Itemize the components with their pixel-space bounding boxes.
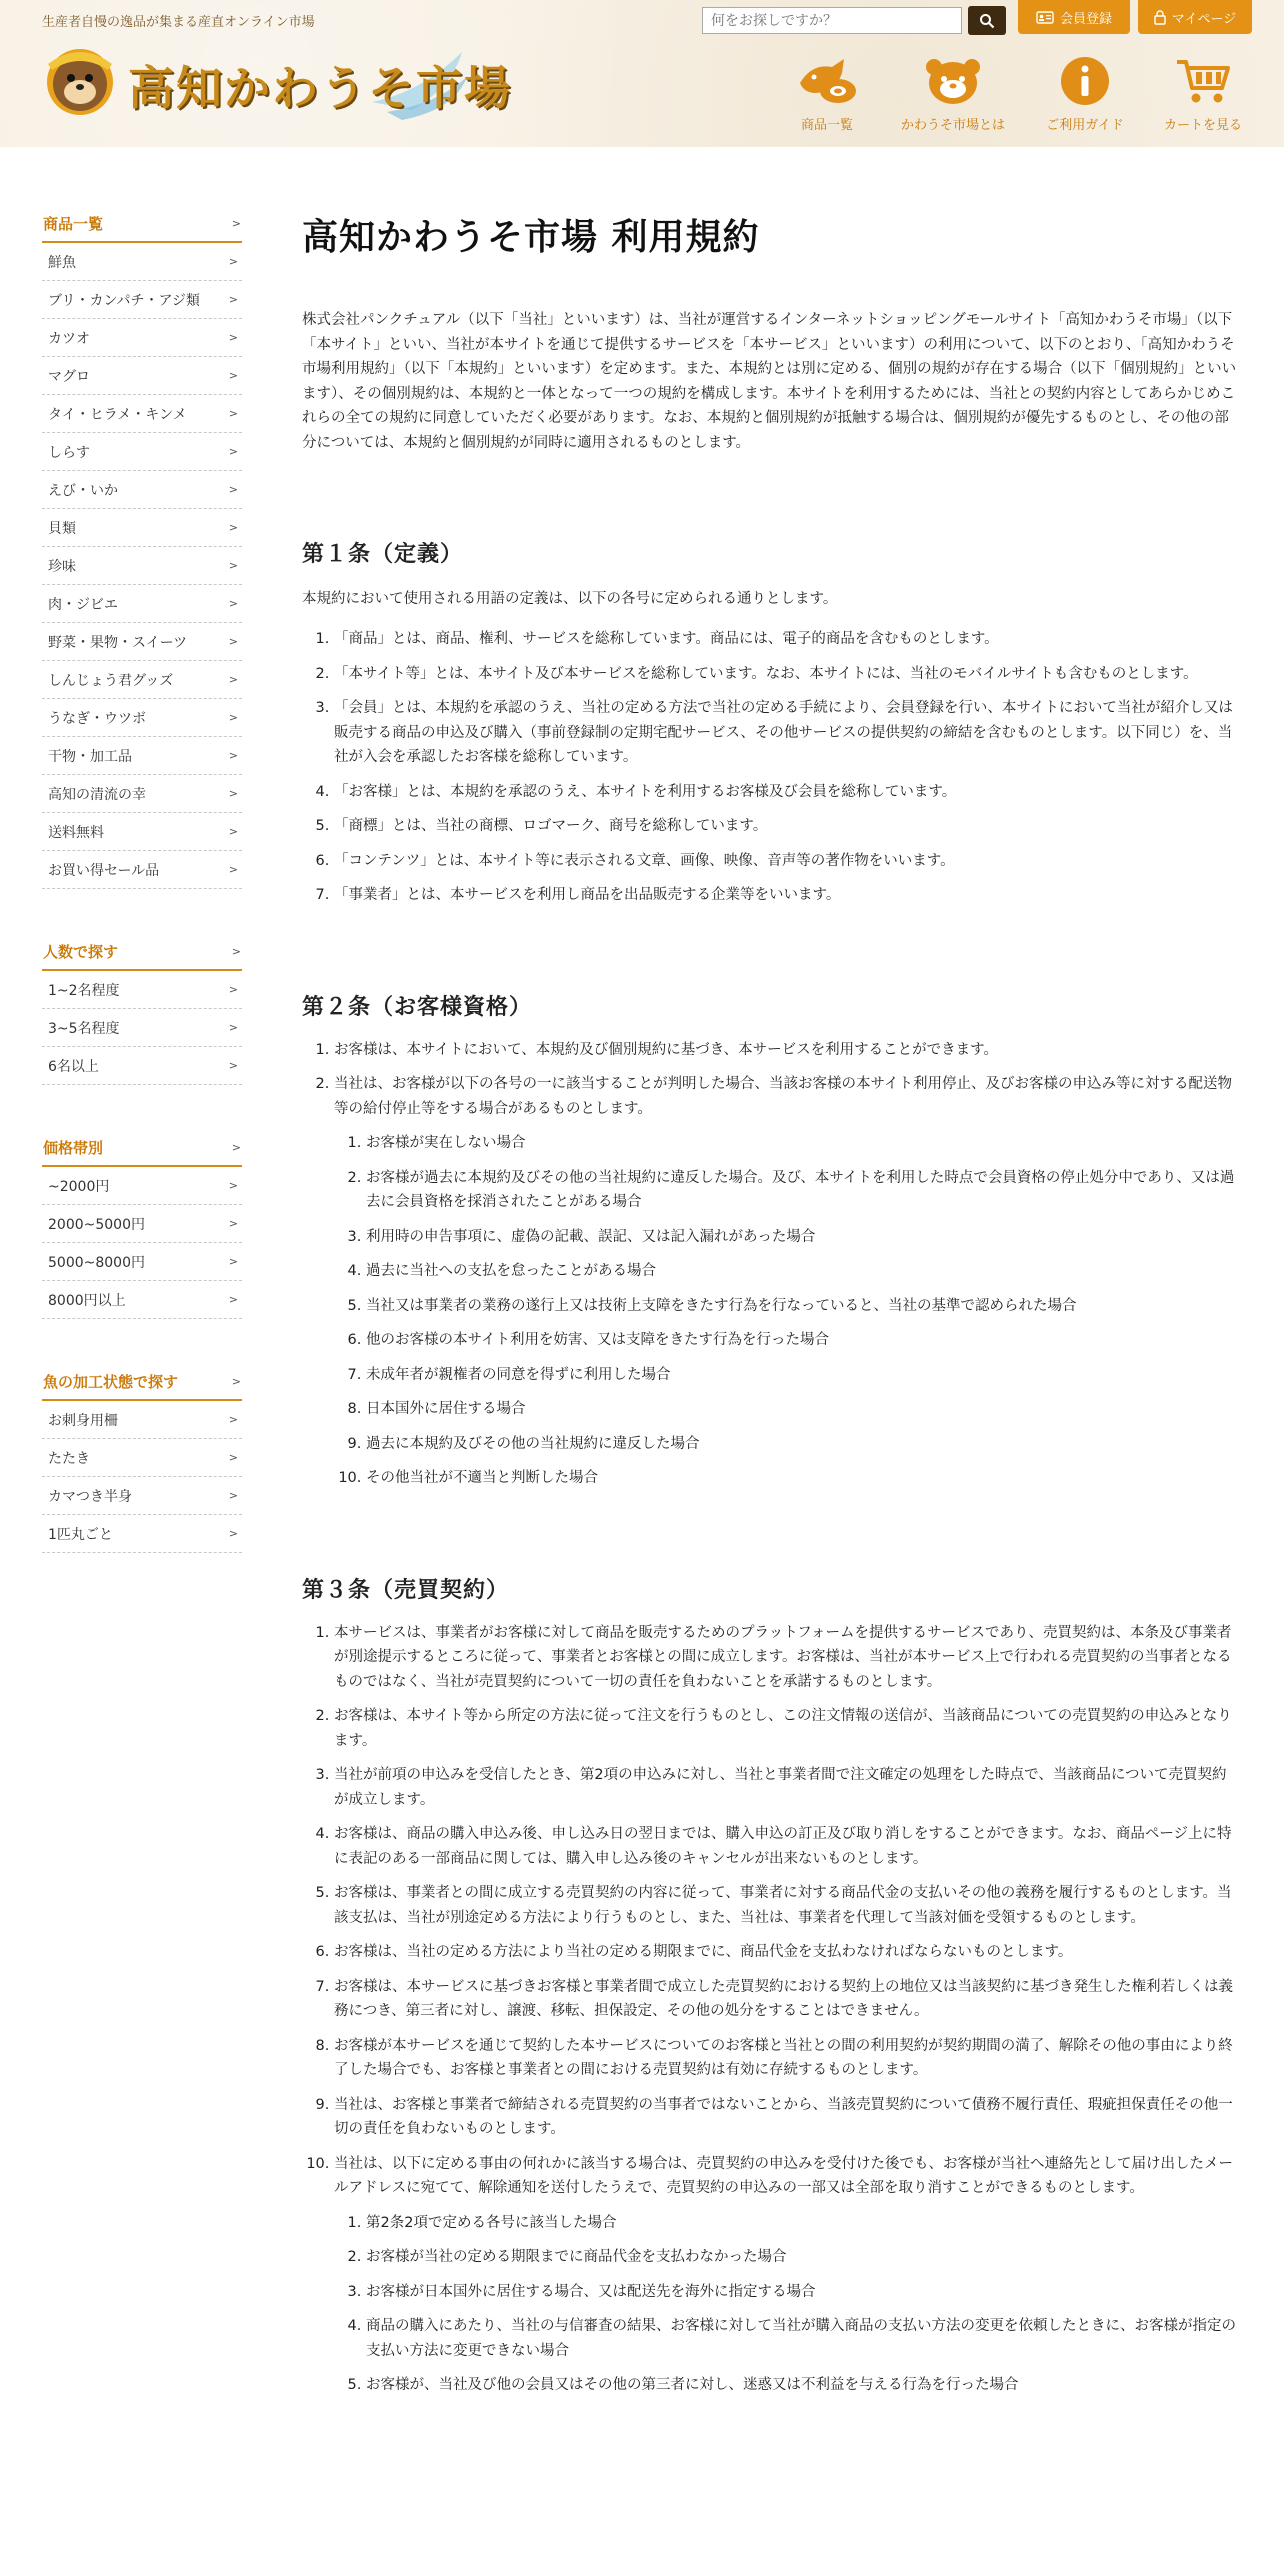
sidebar-item[interactable]: 珍味 > — [42, 547, 242, 585]
list-item: 7. お客様は、本サービスに基づきお客様と事業者間で成立した売買契約における契約上の地位又は当該契約に基づき発生した権利若しくは義務につき、第三者に対し、譲渡、移転、担保設定、その他の処分をすることはできません。 — [334, 1975, 1238, 2024]
sidebar-group-price — [42, 1129, 242, 1319]
sidebar-group-processing — [42, 1363, 242, 1553]
chevron-right-icon: > — [228, 711, 238, 724]
sidebar-item[interactable]: 6名以上 > — [42, 1047, 242, 1085]
list-item: 5. 「商標」とは、当社の商標、ロゴマーク、商号を総称しています。 — [334, 814, 1238, 839]
chevron-right-icon: > — [228, 293, 238, 306]
article-heading: 第１条（定義） — [302, 542, 464, 567]
sidebar-item[interactable]: 野菜・果物・スイーツ > — [42, 623, 242, 661]
sidebar-item[interactable]: お刺身用柵 > — [42, 1401, 242, 1439]
chevron-right-icon: > — [228, 559, 238, 572]
sidebar-item[interactable]: お買い得セール品 > — [42, 851, 242, 889]
list-item: 1. お客様は、本サイトにおいて、本規約及び個別規約に基づき、本サービスを利用することができます。 — [334, 1038, 1238, 1063]
chevron-right-icon: > — [228, 407, 238, 420]
sidebar-group-products — [42, 205, 242, 889]
lock-icon — [1154, 10, 1166, 25]
chevron-right-icon: > — [228, 983, 238, 996]
chevron-right-icon: > — [228, 825, 238, 838]
nav-cart[interactable]: カートを見る — [1148, 52, 1258, 133]
site-logo[interactable] — [42, 32, 512, 124]
sub-list-item: 4. 商品の購入にあたり、当社の与信審査の結果、お客様に対して当社が購入商品の支払い方法の変更を依頼したときに、お客様が指定の支払い方法に変更できない場合 — [366, 2314, 1238, 2363]
site-header — [0, 0, 1284, 147]
sidebar-item[interactable]: 鮮魚 > — [42, 243, 242, 281]
nav-about[interactable]: かわうそ市場とは — [898, 52, 1008, 133]
sidebar-heading[interactable]: 価格帯別 > — [42, 1129, 242, 1167]
sidebar-item[interactable]: マグロ > — [42, 357, 242, 395]
sidebar-item[interactable]: 2000~5000円 > — [42, 1205, 242, 1243]
chevron-right-icon: > — [231, 944, 241, 958]
sub-list-item: 1. 第2条2項で定める各号に該当した場合 — [366, 2211, 1238, 2236]
list-item: 4. お客様は、商品の購入申込み後、申し込み日の翌日までは、購入申込の訂正及び取り消しをすることができます。なお、商品ページ上に特に表記のある一部商品に関しては、購入申し込み後のキャンセルが出来ないものとします。 — [334, 1822, 1238, 1871]
otter-face-icon — [920, 53, 986, 109]
search-box[interactable] — [702, 7, 962, 34]
chevron-right-icon: > — [228, 1021, 238, 1034]
sidebar-item[interactable]: 肉・ジビエ > — [42, 585, 242, 623]
sub-list — [334, 2211, 1238, 2398]
chevron-right-icon: > — [228, 1413, 238, 1426]
chevron-right-icon: > — [228, 255, 238, 268]
sub-list-item: 1. お客様が実在しない場合 — [366, 1131, 1238, 1156]
sidebar-item[interactable]: たたき > — [42, 1439, 242, 1477]
sidebar-item[interactable]: しらす > — [42, 433, 242, 471]
chevron-right-icon: > — [228, 1255, 238, 1268]
search-icon — [979, 13, 995, 29]
chevron-right-icon: > — [228, 445, 238, 458]
sub-list-item: 3. 利用時の申告事項に、虚偽の記載、誤記、又は記入漏れがあった場合 — [366, 1225, 1238, 1250]
sidebar-heading[interactable]: 商品一覧 > — [42, 205, 242, 243]
fish-meat-icon — [792, 53, 862, 109]
chevron-right-icon: > — [228, 863, 238, 876]
sidebar-item[interactable]: 貝類 > — [42, 509, 242, 547]
list-item: 10. 当社は、以下に定める事由の何れかに該当する場合は、売買契約の申込みを受付けた後でも、お客様が当社へ連絡先として届け出したメールアドレスに宛てて、解除通知を送付したうえで、売買契約の申込みの一部又は全部を取り消すことができるものとします。 1. 第2条2項で定める各号に該当した場合 2. お客様が当社の定める期限までに商品代金を支払わなかった場合 3. お客様が日本国外に居住する場合、又は配送先を海外に指定する場合 4. 商品の購入にあたり、当社の与信審査の結果、お客様に対して当社が購入商品の支払い方法の変更を依頼したときに、お客様が指定の支払い方法に変更できない場合 5. お客様が、当社及び他の会員又はその他の第三者に対し、迷惑又は不利益を与える行為を行った場合 — [334, 2152, 1238, 2398]
chevron-right-icon: > — [228, 1489, 238, 1502]
chevron-right-icon: > — [228, 1293, 238, 1306]
sub-list — [334, 1131, 1238, 1491]
chevron-right-icon: > — [228, 1179, 238, 1192]
sidebar-item[interactable]: 8000円以上 > — [42, 1281, 242, 1319]
list-item: 3. 「会員」とは、本規約を承認のうえ、当社の定める方法で当社の定める手続により、会員登録を行い、本サイトにおいて当社が紹介し又は販売する商品の申込及び購入（事前登録制の定期宅配サービス、その他サービスの提供契約の締結を含むものとします。以下同じ）を、当社が入会を承認したお客様を総称しています。 — [334, 696, 1238, 770]
sub-list-item: 2. お客様が当社の定める期限までに商品代金を支払わなかった場合 — [366, 2245, 1238, 2270]
chevron-right-icon: > — [231, 1374, 241, 1388]
mypage-button[interactable] — [1138, 0, 1252, 34]
list-item: 1. 「商品」とは、商品、権利、サービスを総称しています。商品には、電子的商品を含むものとします。 — [334, 627, 1238, 652]
cart-icon — [1174, 56, 1232, 106]
register-label: 会員登録 — [1059, 11, 1112, 27]
list-item: 9. 当社は、お客様と事業者で締結される売買契約の当事者ではないことから、当該売買契約について債務不履行責任、瑕疵担保責任その他一切の責任を負わないものとします。 — [334, 2093, 1238, 2142]
nav-guide[interactable]: ご利用ガイド — [1030, 52, 1140, 133]
sidebar-group-people — [42, 933, 242, 1085]
sidebar-item[interactable]: ブリ・カンパチ・アジ類 > — [42, 281, 242, 319]
list-item: 1. 本サービスは、事業者がお客様に対して商品を販売するためのプラットフォームを提供するサービスであり、売買契約は、本条及び事業者が別途提示するところに従って、事業者とお客様との間に成立します。お客様は、当社が本サービス上で行われる売買契約の当事者となるものではなく、当社が売買契約について一切の責任を負わないことを承諾するものとします。 — [334, 1621, 1238, 1695]
chevron-right-icon: > — [228, 1451, 238, 1464]
sidebar-item[interactable]: 3~5名程度 > — [42, 1009, 242, 1047]
sidebar — [42, 205, 242, 1597]
member-card-icon — [1036, 11, 1054, 24]
search-button[interactable] — [968, 6, 1006, 35]
nav-products[interactable]: 商品一覧 — [772, 52, 882, 133]
sidebar-item[interactable]: 高知の清流の幸 > — [42, 775, 242, 813]
mypage-label: マイページ — [1171, 11, 1237, 27]
sub-list-item: 8. 日本国外に居住する場合 — [366, 1397, 1238, 1422]
list-item: 2. お客様は、本サイト等から所定の方法に従って注文を行うものとし、この注文情報の送信が、当該商品についての売買契約の申込みとなります。 — [334, 1704, 1238, 1753]
list-item: 3. 当社が前項の申込みを受信したとき、第2項の申込みに対し、当社と事業者間で注文確定の処理をした時点で、当該商品について売買契約が成立します。 — [334, 1763, 1238, 1812]
site-tagline: 生産者自慢の逸品が集まる産直オンライン市場 — [42, 15, 315, 30]
sidebar-item[interactable]: ~2000円 > — [42, 1167, 242, 1205]
article-heading: 第３条（売買契約） — [302, 1577, 510, 1603]
list-item: 2. 当社は、お客様が以下の各号の一に該当することが判明した場合、当該お客様の本サイト利用停止、及びお客様の申込み等に対する配送物等の給付停止等をする場合があるものとします。 1. お客様が実在しない場合 2. お客様が過去に本規約及びその他の当社規約に違反した場合。及び、本サイトを利用した時点で会員資格の停止処分中であり、又は過去に会員資格を採消されたことがある場合 3. 利用時の申告事項に、虚偽の記載、誤記、又は記入漏れがあった場合 4. 過去に当社への支払を怠ったことがある場合 5. 当社又は事業者の業務の遂行上又は技術上支障をきたす行為を行なっていると、当社の基準で認められた場合 6. 他のお客様の本サイト利用を妨害、又は支障をきたす行為を行った場合 7. 未成年者が親権者の同意を得ずに利用した場合 8. 日本国外に居住する場合 9. 過去に本規約及びその他の当社規約に違反した場合 10. その他当社が不適当と判断した場合 — [334, 1072, 1238, 1491]
sidebar-heading[interactable]: 人数で探す > — [42, 933, 242, 971]
article-lead: 本規約において使用される用語の定義は、以下の各号に定められる通りとします。 — [302, 591, 838, 607]
sidebar-heading[interactable]: 魚の加工状態で探す > — [42, 1363, 242, 1401]
list-item: 7. 「事業者」とは、本サービスを利用し商品を出品販売する企業等をいいます。 — [334, 883, 1238, 908]
list-item: 2. 「本サイト等」とは、本サイト及び本サービスを総称しています。なお、本サイトには、当社のモバイルサイトも含むものとします。 — [334, 662, 1238, 687]
sub-list-item: 3. お客様が日本国外に居住する場合、又は配送先を海外に指定する場合 — [366, 2280, 1238, 2305]
list-item: 5. お客様は、事業者との間に成立する売買契約の内容に従って、事業者に対する商品代金の支払いその他の義務を履行するものとします。当該支払は、当社が別途定める方法により行うものとし、また、当社は、事業者を代理して当該対価を受領するものとします。 — [334, 1881, 1238, 1930]
eligibility-list — [302, 1038, 1238, 1491]
main-content — [302, 205, 1238, 2408]
register-button[interactable] — [1018, 0, 1130, 34]
sidebar-item[interactable]: うなぎ・ウツボ > — [42, 699, 242, 737]
chevron-right-icon: > — [228, 635, 238, 648]
chevron-right-icon: > — [228, 369, 238, 382]
info-icon — [1059, 55, 1111, 107]
article-heading: 第２条（お客様資格） — [302, 994, 533, 1020]
sidebar-item[interactable]: タイ・ヒラメ・キンメ > — [42, 395, 242, 433]
chevron-right-icon: > — [228, 1217, 238, 1230]
search-input[interactable] — [703, 8, 961, 33]
sub-list-item: 7. 未成年者が親権者の同意を得ずに利用した場合 — [366, 1363, 1238, 1388]
page-title: 高知かわうそ市場 利用規約 — [302, 217, 760, 258]
sub-list-item: 5. お客様が、当社及び他の会員又はその他の第三者に対し、迷惑又は不利益を与える行為を行った場合 — [366, 2373, 1238, 2398]
sidebar-item[interactable]: しんじょう君グッズ > — [42, 661, 242, 699]
sidebar-item[interactable]: えび・いか > — [42, 471, 242, 509]
chevron-right-icon: > — [228, 521, 238, 534]
list-item: 6. 「コンテンツ」とは、本サイト等に表示される文章、画像、映像、音声等の著作物をいいます。 — [334, 849, 1238, 874]
definition-list — [302, 627, 1238, 908]
chevron-right-icon: > — [231, 1140, 241, 1154]
sub-list-item: 10. その他当社が不適当と判断した場合 — [366, 1466, 1238, 1491]
chevron-right-icon: > — [228, 597, 238, 610]
chevron-right-icon: > — [228, 749, 238, 762]
sidebar-item[interactable]: 送料無料 > — [42, 813, 242, 851]
sidebar-item[interactable]: カマつき半身 > — [42, 1477, 242, 1515]
sub-list-item: 4. 過去に当社への支払を怠ったことがある場合 — [366, 1259, 1238, 1284]
sub-list-item: 6. 他のお客様の本サイト利用を妨害、又は支障をきたす行為を行った場合 — [366, 1328, 1238, 1353]
sidebar-item[interactable]: 干物・加工品 > — [42, 737, 242, 775]
sales-contract-list — [302, 1621, 1238, 2398]
chevron-right-icon: > — [228, 331, 238, 344]
chevron-right-icon: > — [231, 216, 241, 230]
logo-text: 高知かわうそ市場 — [128, 61, 512, 115]
list-item: 8. お客様が本サービスを通じて契約した本サービスについてのお客様と当社との間の利用契約が契約期間の満了、解除その他の事由により終了した場合でも、お客様と事業者との間における売買契約は有効に存続するものとします。 — [334, 2034, 1238, 2083]
list-item: 4. 「お客様」とは、本規約を承認のうえ、本サイトを利用するお客様及び会員を総称しています。 — [334, 780, 1238, 805]
chevron-right-icon: > — [228, 483, 238, 496]
sidebar-item[interactable]: 5000~8000円 > — [42, 1243, 242, 1281]
list-item: 6. お客様は、当社の定める方法により当社の定める期限までに、商品代金を支払わなければならないものとします。 — [334, 1940, 1238, 1965]
chevron-right-icon: > — [228, 673, 238, 686]
chevron-right-icon: > — [228, 787, 238, 800]
chevron-right-icon: > — [228, 1527, 238, 1540]
sub-list-item: 5. 当社又は事業者の業務の遂行上又は技術上支障をきたす行為を行なっていると、当社の基準で認められた場合 — [366, 1294, 1238, 1319]
sidebar-item[interactable]: カツオ > — [42, 319, 242, 357]
sidebar-item[interactable]: 1匹丸ごと > — [42, 1515, 242, 1553]
sidebar-item[interactable]: 1~2名程度 > — [42, 971, 242, 1009]
sub-list-item: 2. お客様が過去に本規約及びその他の当社規約に違反した場合。及び、本サイトを利用した時点で会員資格の停止処分中であり、又は過去に会員資格を採消されたことがある場合 — [366, 1166, 1238, 1215]
sub-list-item: 9. 過去に本規約及びその他の当社規約に違反した場合 — [366, 1432, 1238, 1457]
intro-paragraph: 株式会社パンクチュアル（以下「当社」といいます）は、当社が運営するインターネットショッピングモールサイト「高知かわうそ市場」（以下「本サイト」といい、当社が本サイトを通じて提供するサービスを「本サービス」といいます）の利用について、以下のとおり、「高知かわうそ市場利用規約」（以下「本規約」といいます）を定めます。また、本規約とは別に定める、個別の規約が存在する場合（以下「個別規約」といいます）、その個別規約は、本規約と一体となって一つの規約を構成します。本サイトを利用するためには、当社との契約内容としてあらかじめこれらの全ての規約に同意していただく必要があります。なお、本規約と個別規約が抵触する場合は、個別規約が優先するものとし、その他の部分については、本規約と個別規約が同時に適用されるものとします。 — [302, 312, 1237, 451]
chevron-right-icon: > — [228, 1059, 238, 1072]
